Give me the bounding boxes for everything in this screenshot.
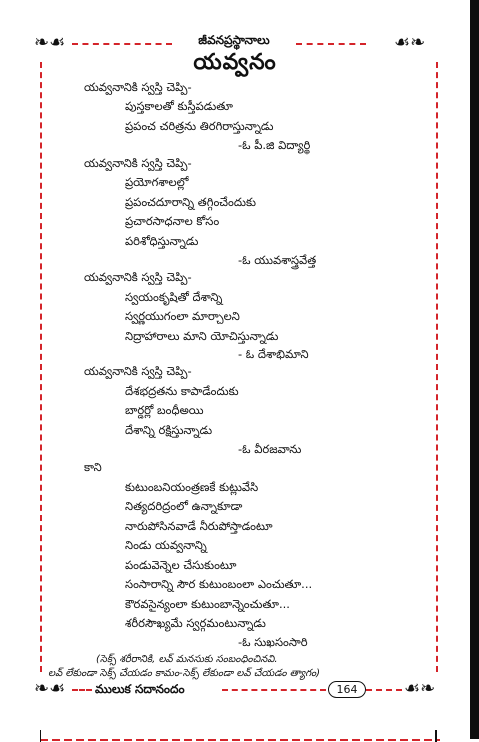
ornament-top-left-icon: ❧☙: [34, 32, 66, 53]
poem-line: కాని: [84, 460, 102, 474]
ornament-bottom-right-icon: ☙❧: [404, 678, 436, 699]
frame-top-rule-left: [72, 43, 172, 45]
poem-author: - ఓ దేశాభిమాని: [238, 347, 309, 361]
poem-line: ప్రచారసాధనాల కోసం: [125, 214, 220, 228]
poem-line: ప్రపంచదూరాన్ని తగ్గించేందుకు: [125, 195, 256, 209]
running-header: జీవనప్రస్థానాలు: [172, 33, 296, 50]
poem-author: -ఓ పీ.జి విద్యార్థి: [238, 138, 311, 152]
footnote-line-2: లవ్ లేకుండా సెక్స్ చేయడం కామం-సెక్స్ లేకుండా లవ్ చేయడం త్యాగం): [48, 668, 320, 679]
poem-line: పుస్తకాలతో కుస్తీపడుతూ: [125, 99, 233, 113]
frame-bottom-rule-mid: [222, 689, 326, 691]
right-edge-strip: [470, 0, 479, 739]
frame-left-side: [40, 62, 42, 672]
poem-line: యవ్వనానికి స్వస్తి చెప్పి-: [84, 80, 192, 94]
poem-author: -ఓ సుఖసంసారి: [238, 635, 308, 649]
poem-line: యవ్వనానికి స్వస్తి చెప్పి-: [84, 364, 192, 378]
poem-line: యవ్వనానికి స్వస్తి చెప్పి-: [84, 156, 192, 170]
poem-line: స్వయంకృషితో దేశాన్ని: [125, 290, 223, 304]
frame-bottom-rule-right: [366, 689, 402, 691]
poem-line: నిండు యవ్వనాన్ని: [125, 538, 207, 552]
poem-line: ప్రయోగశాలల్లో: [125, 175, 189, 189]
poem-line: సంసారాన్ని సౌర కుటుంబంలా ఎంచుతూ...: [125, 577, 313, 591]
footer-author-name: ములుక సదానందం: [92, 682, 188, 699]
poem-line: ప్రపంచ చరిత్రను తిరగిరాస్తున్నాడు: [125, 119, 274, 133]
frame-right-side: [436, 62, 438, 672]
poem-line: శరీరసౌఖ్యమే స్వర్గమంటున్నాడు: [125, 616, 266, 630]
poem-line: నారుపోసినవాడే నీరుపోస్తాడంటూ: [125, 519, 273, 533]
poem-line: కౌరవసైన్యంలా కుటుంబాన్నెంచుతూ...: [125, 597, 290, 611]
poem-line: కుటుంబనియంత్రణకే కుట్లువేసి: [125, 480, 259, 494]
next-page-frame-edge: [40, 730, 440, 742]
page-number-badge: 164: [328, 681, 366, 698]
poem-author: -ఓ యువశాస్త్రవేత్త: [238, 253, 317, 267]
ornament-top-right-icon: ☙❧: [394, 32, 426, 53]
poem-line: నిద్రాహారాలు మాని యోచిస్తున్నాడు: [125, 329, 279, 343]
footnote-line-1: (సెక్స్ శరీరానికి, లవ్ మనసుకు సంబంధించినవి.: [96, 654, 278, 665]
poem-line: నిత్యదరిద్రంలో ఉన్నాకూడా: [125, 499, 243, 513]
poem-line: బార్డర్లో బంధీఅయి: [125, 403, 204, 417]
poem-line: పరిశోధిస్తున్నాడు: [125, 234, 199, 248]
frame-bottom-rule-left: [72, 689, 92, 691]
poem-line: పండువెన్నెల చేసుకుంటూ: [125, 558, 237, 572]
ornament-bottom-left-icon: ❧☙: [34, 678, 66, 699]
poem-line: దేశాన్ని రక్షిస్తున్నాడు: [125, 423, 213, 437]
poem-line: స్వర్ణయుగంలా మార్చాలని: [125, 309, 240, 323]
poem-line: దేశభద్రతను కాపాడేందుకు: [125, 384, 239, 398]
frame-top-rule-right: [296, 43, 366, 45]
poem-line: యవ్వనానికి స్వస్తి చెప్పి-: [84, 270, 192, 284]
poem-title: యవ్వనం: [193, 50, 277, 75]
poem-author: -ఓ వీరజవాను: [238, 442, 302, 456]
